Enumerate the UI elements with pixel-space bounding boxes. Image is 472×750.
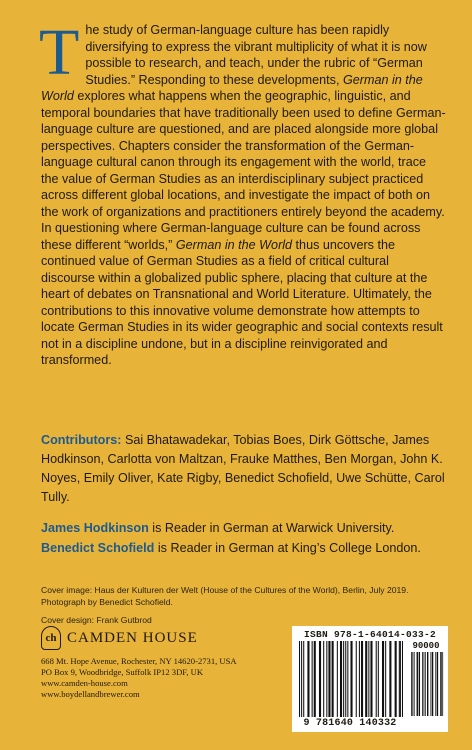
barcode-bar	[412, 652, 413, 716]
barcode-bar	[422, 652, 423, 716]
barcode-bars-icon	[298, 641, 404, 719]
barcode-bar	[425, 652, 426, 716]
barcode-bar	[319, 641, 321, 717]
address-line: PO Box 9, Woodbridge, Suffolk IP12 3DF, UK	[41, 667, 204, 677]
barcode-bar	[340, 641, 342, 717]
blurb-text-1: he study of German-language culture has been rapidly diversifying to express the vibrant multiplicity of what it is now possible to research, and teach, under the rubric of “German Studies.” Responding to these developments,	[85, 23, 427, 87]
barcode-bar	[419, 652, 420, 716]
address-line: www.boydellandbrewer.com	[41, 689, 140, 699]
barcode-bar	[361, 641, 363, 717]
credits-section	[41, 584, 451, 626]
barcode-bar	[441, 652, 442, 716]
publisher-logo	[41, 626, 237, 650]
barcode-bar	[442, 652, 443, 716]
barcode-bar	[328, 641, 330, 717]
barcode-addon-bars-icon	[410, 652, 444, 718]
barcode-bar	[359, 641, 360, 717]
barcode-bar	[303, 641, 304, 717]
publisher-address	[41, 656, 237, 700]
cover-image-credit: Cover image: Haus der Kulturen der Welt (House of the Cultures of the World), Berlin, July 2019. Photograph by Benedict Schofield.	[41, 585, 409, 607]
barcode-bar	[389, 641, 391, 717]
contributors-label: Contributors:	[41, 433, 122, 447]
barcode-bar	[345, 641, 346, 717]
editors-section	[41, 518, 461, 558]
editor-role: is Reader in German at King’s College London.	[154, 541, 421, 555]
barcode-bar	[378, 641, 379, 717]
barcode-bar	[395, 641, 397, 717]
barcode-bar	[301, 641, 302, 717]
editor-line	[41, 538, 461, 558]
barcode-bar	[347, 641, 348, 717]
barcode-bar	[402, 641, 403, 717]
barcode-bar	[307, 641, 309, 717]
barcode-bar	[427, 652, 428, 716]
barcode-bar	[432, 652, 433, 716]
barcode-bar	[323, 641, 324, 717]
editor-role: is Reader in German at Warwick University.	[148, 521, 395, 535]
publisher-name: CAMDEN HOUSE	[67, 629, 198, 646]
barcode-bar	[417, 652, 418, 716]
blurb-text-3: thus uncovers the continued value of German Studies as a field of critical cultural discourse within a globalized public sphere, placing that culture at the heart of debates on Transnational and World Literature. Ultimately, the contributions to this innovative volume demonstrate how attempts to locate German Studies in its wider geographic and social contexts result not in a discipline undone, but in a discipline reinvigorated and transformed.	[41, 237, 443, 367]
ean-number: 9 781640 140332	[303, 718, 397, 729]
isbn-label: ISBN 978-1-64014-033-2	[303, 629, 437, 640]
barcode-bar	[385, 641, 386, 717]
barcode-bar	[440, 652, 441, 716]
barcode-bar	[399, 641, 400, 717]
barcode-bar	[332, 641, 334, 717]
barcode-bar	[411, 652, 412, 716]
barcode-bar	[350, 641, 352, 717]
barcode-bar	[314, 641, 316, 717]
book-title-1: German in the World	[41, 72, 423, 103]
publisher-block	[41, 626, 237, 700]
cover-design-credit: Cover design: Frank Gutbrod	[41, 615, 152, 625]
barcode-bar	[435, 652, 436, 716]
barcode-bar	[382, 641, 384, 717]
editor-name: Benedict Schofield	[41, 541, 155, 555]
barcode-bar	[430, 652, 431, 716]
barcode-addon-label: 90000	[412, 641, 440, 651]
isbn-barcode	[292, 626, 448, 732]
barcode-bar	[368, 641, 369, 717]
back-cover-blurb	[39, 16, 446, 369]
barcode-bar	[414, 652, 415, 716]
barcode-bar	[437, 652, 438, 716]
barcode-bar	[376, 641, 377, 717]
barcode-bar	[299, 641, 300, 717]
editor-line	[41, 518, 461, 538]
address-line: 668 Mt. Hope Avenue, Rochester, NY 14620-2731, USA	[41, 656, 237, 666]
address-line: www.camden-house.com	[41, 678, 128, 688]
barcode-bar	[370, 641, 372, 717]
barcode-bar	[424, 652, 425, 716]
barcode-bar	[400, 641, 401, 717]
barcode-bar	[326, 641, 327, 717]
camden-house-logo-icon: ch	[41, 626, 61, 650]
barcode-bar	[343, 641, 344, 717]
barcode-bar	[356, 641, 357, 717]
drop-cap: T	[39, 16, 80, 89]
contributors-names: Sai Bhatawadekar, Tobias Boes, Dirk Göttsche, James Hodkinson, Carlotta von Maltzan, Frauke Matthes, Ben Morgan, John K. Noyes, Emily Oliver, Kate Rigby, Benedict Schofield, Uwe Schütte, Carol Tully.	[41, 433, 445, 504]
contributors-section	[41, 431, 446, 507]
blurb-text-2: explores what happens when the geographic, linguistic, and temporal boundaries that have traditionally been used to define German-language culture are questioned, and are placed alongside more global perspectives. Chapters consider the transformation of the German-language cultural canon through its engagement with the world, trace the value of German Studies as an interdisciplinary subject practiced across different global locations, and investigate the impact of both on the work of organizations and practitioners entirely beyond the academy. In questioning where German-language culture can be found across these different “worlds,”	[41, 89, 446, 252]
barcode-bar	[337, 641, 338, 717]
barcode-bar	[365, 641, 367, 717]
book-title-2: German in the World	[175, 237, 293, 252]
barcode-bar	[312, 641, 313, 717]
editor-name: James Hodkinson	[41, 521, 149, 535]
